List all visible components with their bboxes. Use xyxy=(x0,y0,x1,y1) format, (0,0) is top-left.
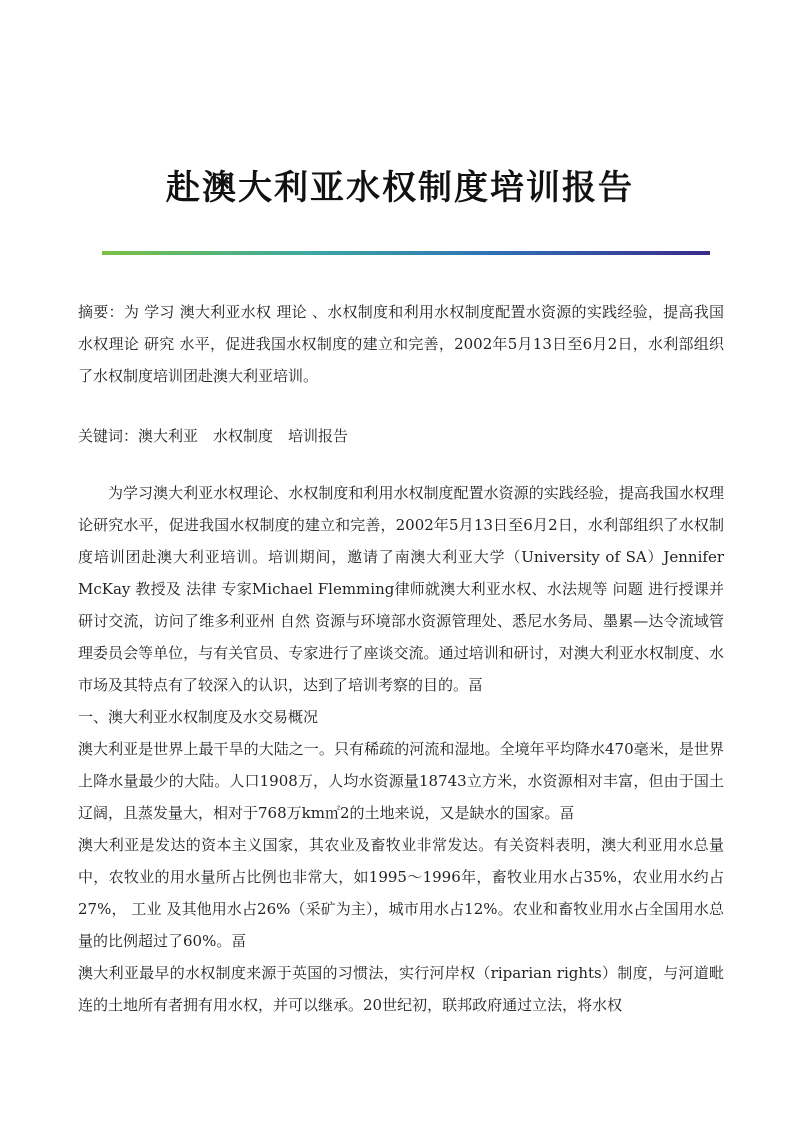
section-heading: 一、澳大利亚水权制度及水交易概况 xyxy=(78,708,319,726)
title-divider xyxy=(102,251,710,255)
section-paragraph: 澳大利亚是世界上最干旱的大陆之一。只有稀疏的河流和湿地。全境年平均降水470毫米，是世界上降水量最少的大陆。人口1908万，人均水资源量18743立方米，水资源相对丰富，但由于国土辽阔，且蒸发量大，相对于768万km㎡2的土地来说，又是缺水的国家。畐 xyxy=(78,740,724,822)
intro-paragraph: 为学习澳大利亚水权理论、水权制度和利用水权制度配置水资源的实践经验，提高我国水权理论研究水平，促进我国水权制度的建立和完善，2002年5月13日至6月2日，水利部组织了水权制度培训团赴澳大利亚培训。培训期间，邀请了南澳大利亚大学（University of SA）Jennifer McKay 教授及 法律 专家Michael Flemming律师就澳大利亚水权、水法规等 问题 进行授课并研讨交流，访问了维多利亚州 自然 资源与环境部水资源管理处、悉尼水务局、墨累—达令流域管理委员会等单位，与有关官员、专家进行了座谈交流。通过培训和研讨，对澳大利亚水权制度、水市场及其特点有了较深入的认识，达到了培训考察的目的。畐 xyxy=(78,484,724,694)
section-paragraph: 澳大利亚是发达的资本主义国家，其农业及畜牧业非常发达。有关资料表明，澳大利亚用水总量中，农牧业的用水量所占比例也非常大，如1995～1996年，畜牧业用水占35%，农业用水约占27%， 工业 及其他用水占26%（采矿为主），城市用水占12%。农业和畜牧业用水占全国用水总量的比例超过了60%。畐 xyxy=(78,836,724,950)
page-title: 赴澳大利亚水权制度培训报告 xyxy=(166,168,634,208)
body-block xyxy=(78,477,724,1021)
section-paragraph: 澳大利亚最早的水权制度来源于英国的习惯法，实行河岸权（riparian rights）制度，与河道毗连的土地所有者拥有用水权，并可以继承。20世纪初，联邦政府通过立法，将水权 xyxy=(78,964,724,1014)
keywords-block xyxy=(78,420,724,452)
abstract-block xyxy=(78,296,724,392)
keywords-text: 关键词：澳大利亚 水权制度 培训报告 xyxy=(78,427,349,445)
abstract-text: 摘要：为 学习 澳大利亚水权 理论 、水权制度和利用水权制度配置水资源的实践经验，提高我国水权理论 研究 水平，促进我国水权制度的建立和完善，2002年5月13日至6月2日，水利部组织了水权制度培训团赴澳大利亚培训。 xyxy=(78,303,724,385)
